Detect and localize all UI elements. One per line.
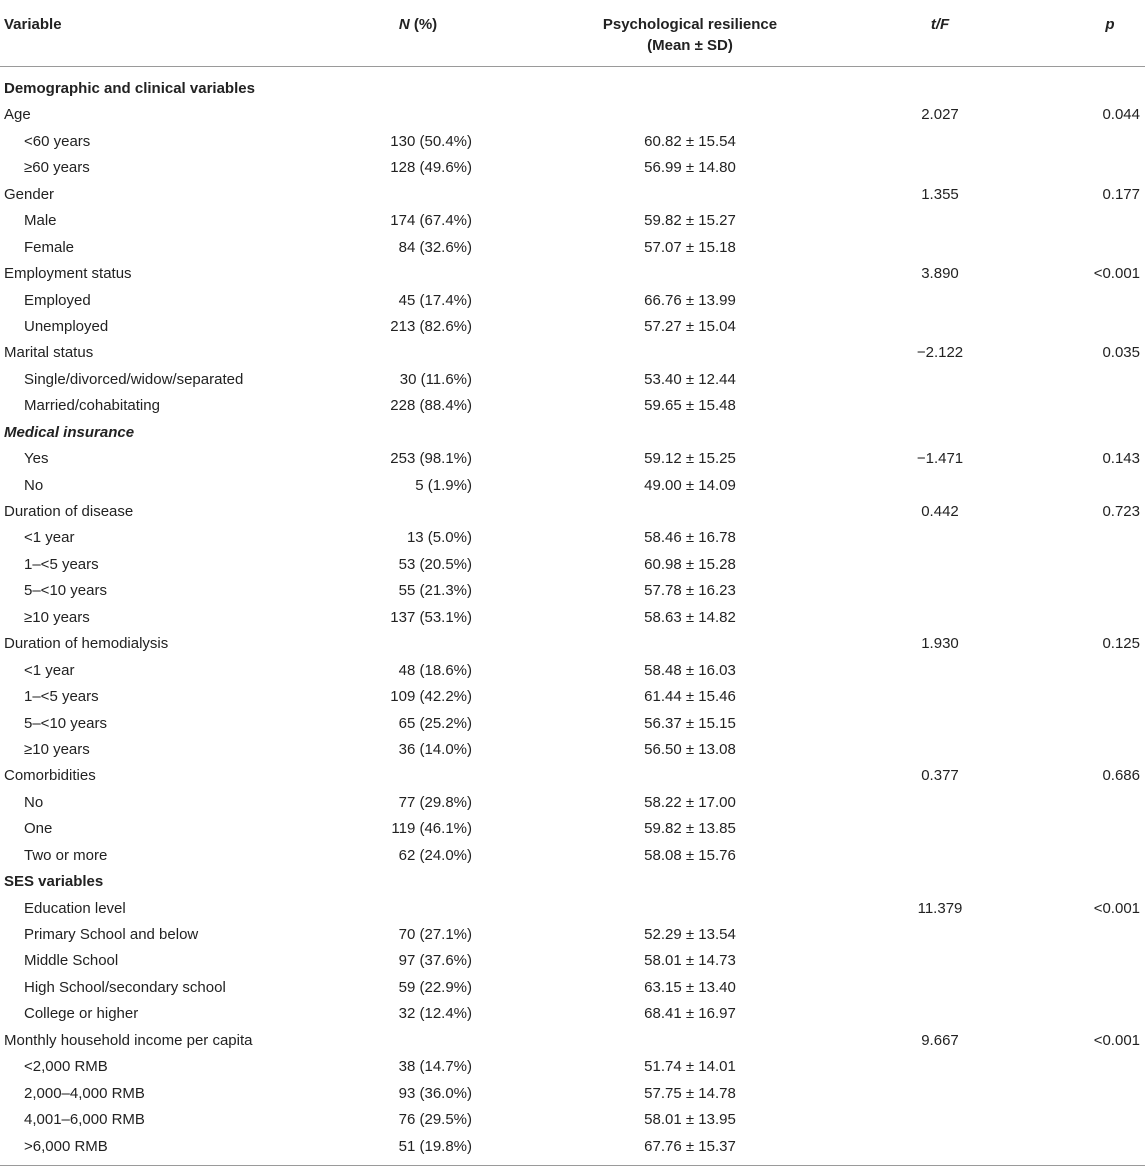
row-n: 51 (19.8%) (398, 1137, 472, 1155)
row-n: 130 (50.4%) (390, 132, 472, 150)
row-n: 97 (37.6%) (398, 952, 472, 970)
row-mean: 56.99 ± 14.80 (644, 159, 736, 177)
row-label: Education level (24, 899, 126, 917)
row-n: 53 (20.5%) (398, 555, 472, 573)
row-mean: 57.27 ± 15.04 (644, 317, 736, 335)
row-label: 1–<5 years (24, 555, 99, 573)
table-row (0, 552, 1145, 578)
row-label: No (24, 476, 44, 494)
row-mean: 61.44 ± 15.46 (644, 688, 736, 706)
table-row (0, 314, 1145, 340)
row-label: Monthly household income per capita (4, 1031, 253, 1049)
table-row (0, 737, 1145, 763)
row-mean: 60.98 ± 15.28 (644, 555, 736, 573)
row-n: 77 (29.8%) (398, 793, 472, 811)
row-n: 32 (12.4%) (398, 1005, 472, 1023)
row-mean: 53.40 ± 12.44 (644, 370, 736, 388)
table-row (0, 155, 1145, 181)
table-row (0, 499, 1145, 525)
table-row (0, 1054, 1145, 1080)
row-label: 5–<10 years (24, 582, 107, 600)
row-mean: 56.37 ± 15.15 (644, 714, 736, 732)
table-row (0, 340, 1145, 366)
row-t: 1.930 (921, 635, 959, 653)
row-t: 11.379 (917, 899, 963, 917)
table-row (0, 684, 1145, 710)
row-p: 0.177 (1102, 185, 1140, 203)
row-n: 228 (88.4%) (390, 397, 472, 415)
table-row (0, 790, 1145, 816)
row-label: Employed (24, 291, 91, 309)
table-row (0, 76, 1145, 102)
row-n: 38 (14.7%) (398, 1058, 472, 1076)
row-mean: 58.01 ± 13.95 (644, 1111, 736, 1129)
table-row (0, 896, 1145, 922)
row-mean: 51.74 ± 14.01 (644, 1058, 736, 1076)
row-mean: 58.22 ± 17.00 (644, 793, 736, 811)
row-label: Yes (24, 450, 49, 468)
header-n-rest: (%) (409, 16, 438, 33)
table-row (0, 1028, 1145, 1054)
row-label: >6,000 RMB (24, 1137, 108, 1155)
row-p: 0.044 (1102, 106, 1140, 124)
row-n: 13 (5.0%) (406, 529, 472, 547)
row-label: Comorbidities (4, 767, 96, 785)
row-p: <0.001 (1093, 265, 1140, 283)
row-label: 2,000–4,000 RMB (24, 1084, 145, 1102)
row-n: 76 (29.5%) (398, 1111, 472, 1129)
row-mean: 57.07 ± 15.18 (644, 238, 736, 256)
row-mean: 58.01 ± 14.73 (644, 952, 736, 970)
row-n: 55 (21.3%) (398, 582, 472, 600)
row-label: Demographic and clinical variables (4, 80, 255, 97)
row-label: College or higher (24, 1005, 139, 1023)
row-mean: 58.63 ± 14.82 (644, 608, 736, 626)
table-row (0, 631, 1145, 657)
row-mean: 58.08 ± 15.76 (644, 846, 736, 864)
row-mean: 60.82 ± 15.54 (644, 132, 736, 150)
table-row (0, 1081, 1145, 1107)
row-mean: 58.46 ± 16.78 (644, 529, 736, 547)
row-label: Medical insurance (4, 423, 135, 441)
row-label: Marital status (4, 344, 94, 362)
table-header (0, 0, 1145, 67)
table-row (0, 1001, 1145, 1027)
row-t: 0.377 (921, 767, 959, 785)
row-p: 0.143 (1102, 450, 1140, 468)
table-bottom-rule (0, 1165, 1145, 1166)
row-p: 0.686 (1102, 767, 1140, 785)
row-n: 137 (53.1%) (390, 608, 472, 626)
row-n: 5 (1.9%) (415, 476, 472, 494)
row-label: No (24, 793, 44, 811)
row-label: Employment status (4, 265, 132, 283)
row-label: Duration of disease (4, 503, 134, 520)
table-row (0, 816, 1145, 842)
row-label: Male (24, 212, 57, 230)
row-label: Middle School (24, 952, 119, 970)
row-n: 70 (27.1%) (398, 926, 472, 943)
row-mean: 49.00 ± 14.09 (644, 476, 736, 494)
table-row (0, 525, 1145, 551)
header-n-italic: N (398, 16, 410, 33)
row-n: 65 (25.2%) (398, 714, 472, 732)
table-row (0, 843, 1145, 869)
row-p: <0.001 (1093, 899, 1140, 917)
row-n: 174 (67.4%) (390, 212, 472, 230)
row-mean: 52.29 ± 13.54 (644, 926, 736, 943)
row-n: 59 (22.9%) (398, 978, 472, 996)
row-label: Primary School and below (24, 926, 199, 943)
row-mean: 59.82 ± 15.27 (644, 212, 736, 230)
row-mean: 68.41 ± 16.97 (644, 1005, 736, 1023)
table-row (0, 446, 1145, 472)
table-row (0, 129, 1145, 155)
table-row (0, 948, 1145, 974)
table-row (0, 578, 1145, 604)
row-mean: 66.76 ± 13.99 (644, 291, 736, 309)
table-row (0, 922, 1145, 948)
row-n: 62 (24.0%) (398, 846, 472, 864)
row-label: <60 years (24, 132, 91, 150)
header-tf: t/F (930, 16, 950, 33)
row-t: −1.471 (916, 450, 964, 468)
row-n: 119 (46.1%) (391, 820, 472, 838)
row-label: Gender (4, 185, 55, 203)
row-n: 109 (42.2%) (390, 688, 472, 706)
table-row (0, 208, 1145, 234)
row-t: 9.667 (921, 1031, 959, 1049)
row-label: Age (4, 106, 31, 124)
row-label: SES variables (4, 873, 104, 891)
row-label: Two or more (24, 846, 108, 864)
row-n: 48 (18.6%) (398, 661, 472, 679)
row-n: 36 (14.0%) (398, 740, 472, 758)
table-row (0, 102, 1145, 128)
row-label: Married/cohabitating (24, 397, 160, 415)
table-row (0, 605, 1145, 631)
row-mean: 58.48 ± 16.03 (644, 661, 736, 679)
row-label: ≥60 years (24, 159, 90, 177)
row-n: 93 (36.0%) (398, 1084, 472, 1102)
header-resilience-line1: Psychological resilience (602, 16, 778, 33)
table-row (0, 235, 1145, 261)
header-resilience (585, 14, 795, 56)
row-t: 2.027 (921, 106, 959, 124)
row-t: 3.890 (921, 265, 959, 283)
row-t: −2.122 (916, 344, 964, 362)
row-label: One (24, 820, 53, 838)
row-label: High School/secondary school (24, 978, 226, 996)
row-mean: 67.76 ± 15.37 (644, 1137, 736, 1155)
table-row (0, 420, 1145, 446)
row-label: Female (24, 238, 75, 256)
table-row (0, 869, 1145, 895)
row-n: 128 (49.6%) (390, 159, 472, 177)
row-n: 253 (98.1%) (390, 450, 472, 468)
table-row (0, 1134, 1145, 1160)
row-label: <1 year (24, 529, 75, 547)
row-mean: 59.65 ± 15.48 (644, 397, 736, 415)
row-mean: 59.82 ± 13.85 (644, 820, 736, 838)
row-mean: 57.75 ± 14.78 (644, 1084, 736, 1102)
row-label: 5–<10 years (24, 714, 107, 732)
row-label: <1 year (24, 661, 75, 679)
row-label: Duration of hemodialysis (4, 635, 169, 653)
row-n: 45 (17.4%) (398, 291, 472, 309)
row-label: ≥10 years (24, 608, 90, 626)
row-mean: 56.50 ± 13.08 (644, 740, 736, 758)
header-resilience-line2: (Mean ± SD) (647, 37, 733, 54)
row-p: 0.723 (1102, 503, 1140, 520)
row-mean: 63.15 ± 13.40 (644, 978, 736, 996)
table-row (0, 711, 1145, 737)
row-p: 0.125 (1102, 635, 1140, 653)
table-row (0, 763, 1145, 789)
row-label: Unemployed (24, 317, 109, 335)
table-row (0, 473, 1145, 499)
row-label: 4,001–6,000 RMB (24, 1111, 145, 1129)
header-n (368, 14, 468, 35)
row-n: 30 (11.6%) (399, 370, 472, 388)
row-p: 0.035 (1102, 344, 1140, 362)
table-row (0, 658, 1145, 684)
row-mean: 59.12 ± 15.25 (644, 450, 736, 468)
row-mean: 57.78 ± 16.23 (644, 582, 736, 600)
table-row (0, 261, 1145, 287)
row-t: 1.355 (921, 185, 959, 203)
row-label: Single/divorced/widow/separated (24, 370, 244, 388)
table-row (0, 367, 1145, 393)
row-t: 0.442 (921, 503, 959, 520)
header-p: p (1105, 16, 1115, 33)
row-label: ≥10 years (24, 740, 90, 758)
table-row (0, 182, 1145, 208)
row-n: 213 (82.6%) (390, 317, 472, 335)
table-body (0, 76, 1145, 1160)
row-label: 1–<5 years (24, 688, 99, 706)
table-row (0, 1107, 1145, 1133)
row-n: 84 (32.6%) (398, 238, 472, 256)
table-row (0, 393, 1145, 419)
row-label: <2,000 RMB (24, 1058, 108, 1076)
table-row (0, 288, 1145, 314)
row-p: <0.001 (1093, 1031, 1140, 1049)
header-variable: Variable (4, 16, 62, 33)
table-row (0, 975, 1145, 1001)
